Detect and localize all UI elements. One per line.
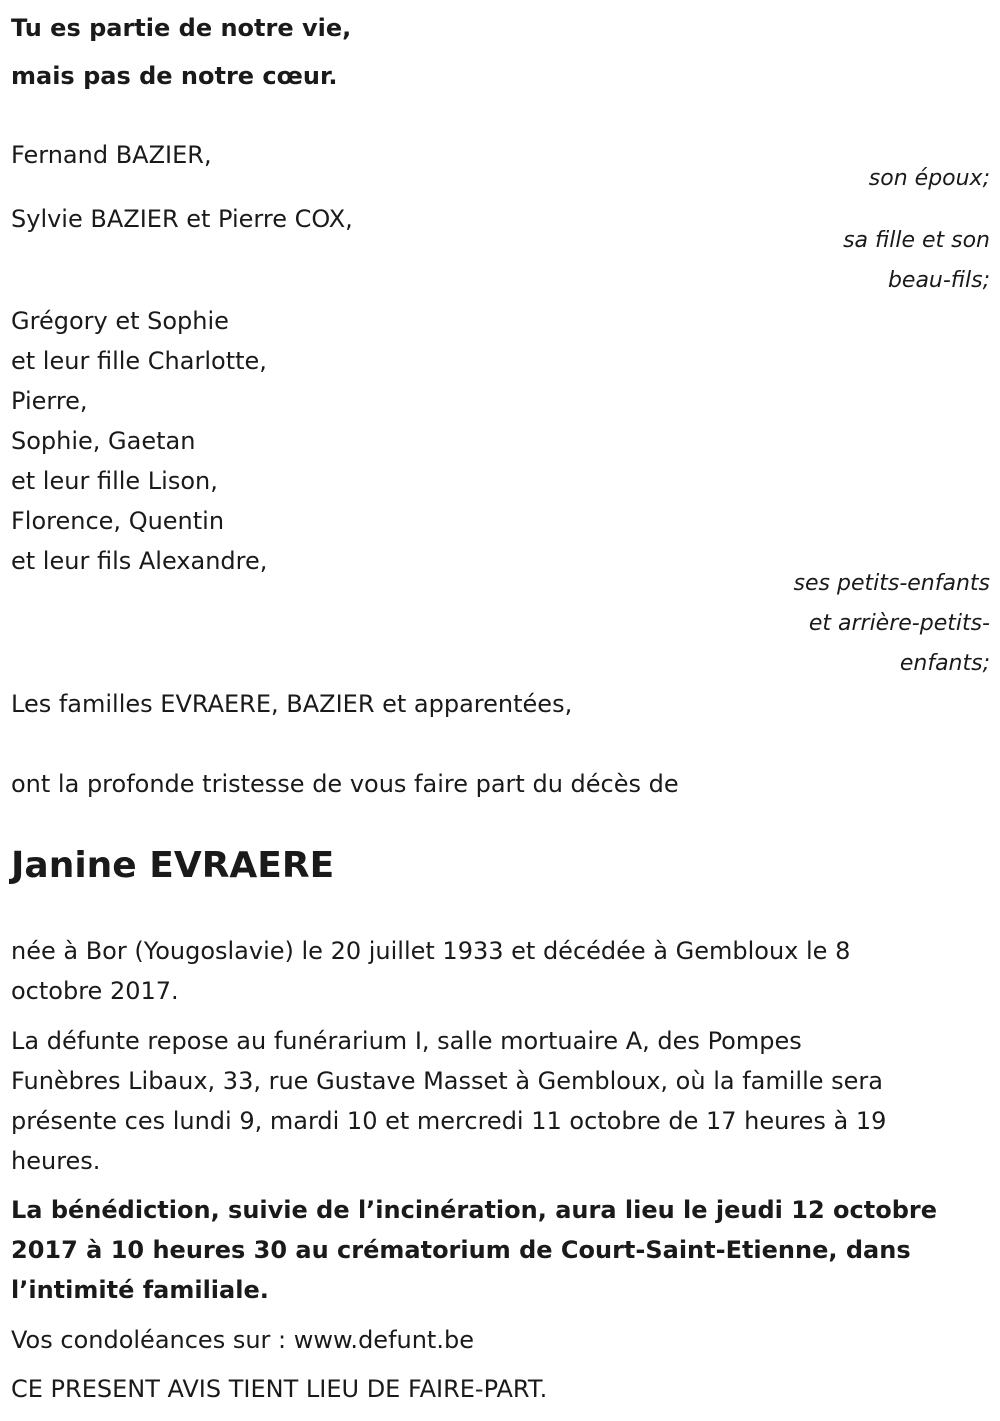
paragraph-line: née à Bor (Yougoslavie) le 20 juillet 1933 et décédée à Gembloux le 8 [11, 937, 851, 965]
paragraph-line: La bénédiction, suivie de l’incinération, aura lieu le jeudi 12 octobre [11, 1196, 937, 1224]
paragraph-line: La défunte repose au funérarium I, salle mortuaire A, des Pompes [11, 1027, 802, 1055]
condolences-line: Vos condoléances sur : www.defunt.be [11, 1326, 474, 1354]
grandchildren-relation-line-3: enfants; [899, 651, 990, 676]
families-line: Les familles EVRAERE, BAZIER et apparentées, [11, 690, 573, 718]
ceremony-paragraph [11, 1190, 980, 1310]
paragraph-line: octobre 2017. [11, 977, 179, 1005]
paragraph-line: présente ces lundi 9, mardi 10 et mercredi 11 octobre de 17 heures à 19 [11, 1107, 887, 1135]
spouse-relation: son époux; [868, 166, 990, 191]
grandchild-line: Sophie, Gaetan [11, 427, 196, 455]
grandchildren-relation-line-2: et arrière-petits- [808, 611, 990, 636]
grandchild-line: Florence, Quentin [11, 507, 225, 535]
grandchild-line: et leur fils Alexandre, [11, 547, 268, 575]
grandchildren-relation-line-1: ses petits-enfants [793, 571, 990, 596]
paragraph-line: l’intimité familiale. [11, 1276, 269, 1304]
epigraph-line-1: Tu es partie de notre vie, [11, 14, 352, 42]
grandchild-line: et leur fille Lison, [11, 467, 218, 495]
grandchildren-list [11, 301, 980, 581]
notice-line: CE PRESENT AVIS TIENT LIEU DE FAIRE-PART. [11, 1375, 548, 1403]
announcement: ont la profonde tristesse de vous faire part du décès de [11, 770, 679, 798]
paragraph-line: Funèbres Libaux, 33, rue Gustave Masset à Gembloux, où la famille sera [11, 1067, 883, 1095]
grandchild-line: Pierre, [11, 387, 88, 415]
grandchild-line: et leur fille Charlotte, [11, 347, 267, 375]
daughter-relation-line-1: sa fille et son [843, 228, 990, 253]
deceased-name: Janine EVRAERE [11, 845, 335, 886]
grandchild-line: Grégory et Sophie [11, 307, 229, 335]
epigraph-line-2: mais pas de notre cœur. [11, 62, 338, 90]
spouse-name: Fernand BAZIER, [11, 141, 212, 169]
paragraph-line: heures. [11, 1147, 101, 1175]
funeral-home-paragraph [11, 1021, 980, 1181]
paragraph-line: 2017 à 10 heures 30 au crématorium de Court-Saint-Etienne, dans [11, 1236, 911, 1264]
birth-death-paragraph [11, 931, 980, 1011]
daughter-names: Sylvie BAZIER et Pierre COX, [11, 205, 353, 233]
daughter-relation-line-2: beau-fils; [887, 268, 990, 293]
